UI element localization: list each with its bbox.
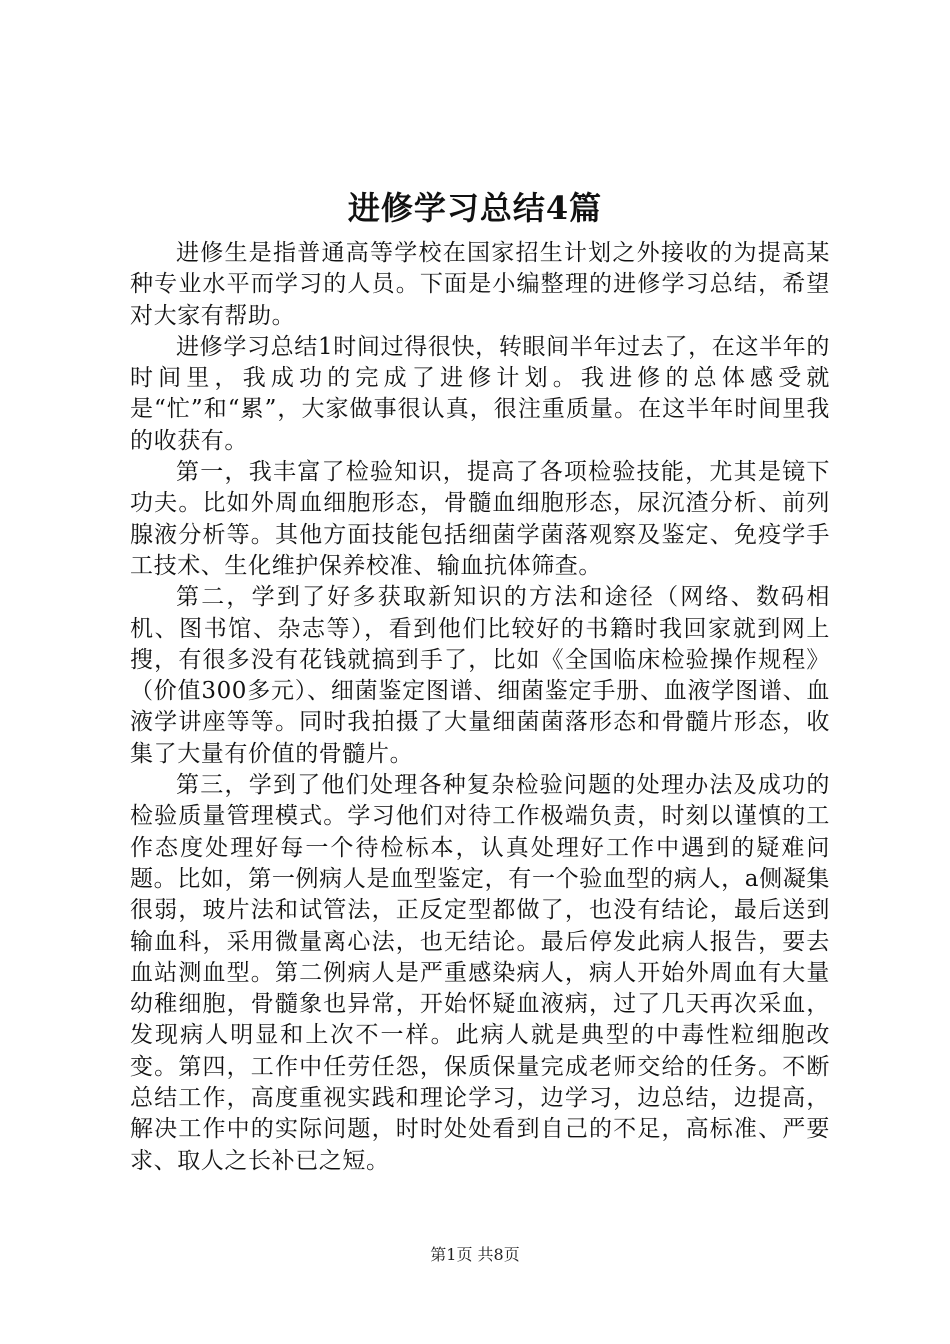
paragraph-intro: 进修生是指普通高等学校在国家招生计划之外接收的为提高某种专业水平而学习的人员。下面是小编整理的进修学习总结，希望对大家有帮助。 [130,240,830,329]
document-body [130,238,830,1177]
paragraph-second-point: 第二，学到了好多获取新知识的方法和途径（网络、数码相机、图书馆、杂志等），看到他们比较好的书籍时我回家就到网上搜，有很多没有花钱就搞到手了，比如《全国临床检验操作规程》（价值300多元）、细菌鉴定图谱、细菌鉴定手册、血液学图谱、血液学讲座等等。同时我拍摄了大量细菌菌落形态和骨髓片形态，收集了大量有价值的骨髓片。 [130,584,830,767]
paragraph-first-point: 第一，我丰富了检验知识，提高了各项检验技能，尤其是镜下功夫。比如外周血细胞形态，骨髓血细胞形态，尿沉渣分析、前列腺液分析等。其他方面技能包括细菌学菌落观察及鉴定、免疫学手工技术、生化维护保养校准、输血抗体筛查。 [130,459,830,579]
document-title: 进修学习总结4篇 [347,189,603,227]
paragraph-third-point: 第三，学到了他们处理各种复杂检验问题的处理办法及成功的检验质量管理模式。学习他们对待工作极端负责，时刻以谨慎的工作态度处理好每一个待检标本，认真处理好工作中遇到的疑难问题。比如，第一例病人是血型鉴定，有一个验血型的病人，a侧凝集很弱，玻片法和试管法，正反定型都做了，也没有结论，最后送到输血科，采用微量离心法，也无结论。最后停发此病人报告，要去血站测血型。第二例病人是严重感染病人，病人开始外周血有大量幼稚细胞，骨髓象也异常，开始怀疑血液病，过了几天再次采血，发现病人明显和上次不一样。此病人就是典型的中毒性粒细胞改变。第四，工作中任劳任怨，保质保量完成老师交给的任务。不断总结工作，高度重视实践和理论学习，边学习，边总结，边提高，解决工作中的实际问题，时时处处看到自己的不足，高标准、严要求、取人之长补已之短。 [130,772,830,1174]
paragraph-summary-1: 进修学习总结1时间过得很快，转眼间半年过去了，在这半年的时间里，我成功的完成了进修计划。我进修的总体感受就是“忙”和“累”，大家做事很认真，很注重质量。在这半年时间里我的收获有。 [130,333,830,454]
page-footer: 第1页 共8页 [430,1245,520,1264]
